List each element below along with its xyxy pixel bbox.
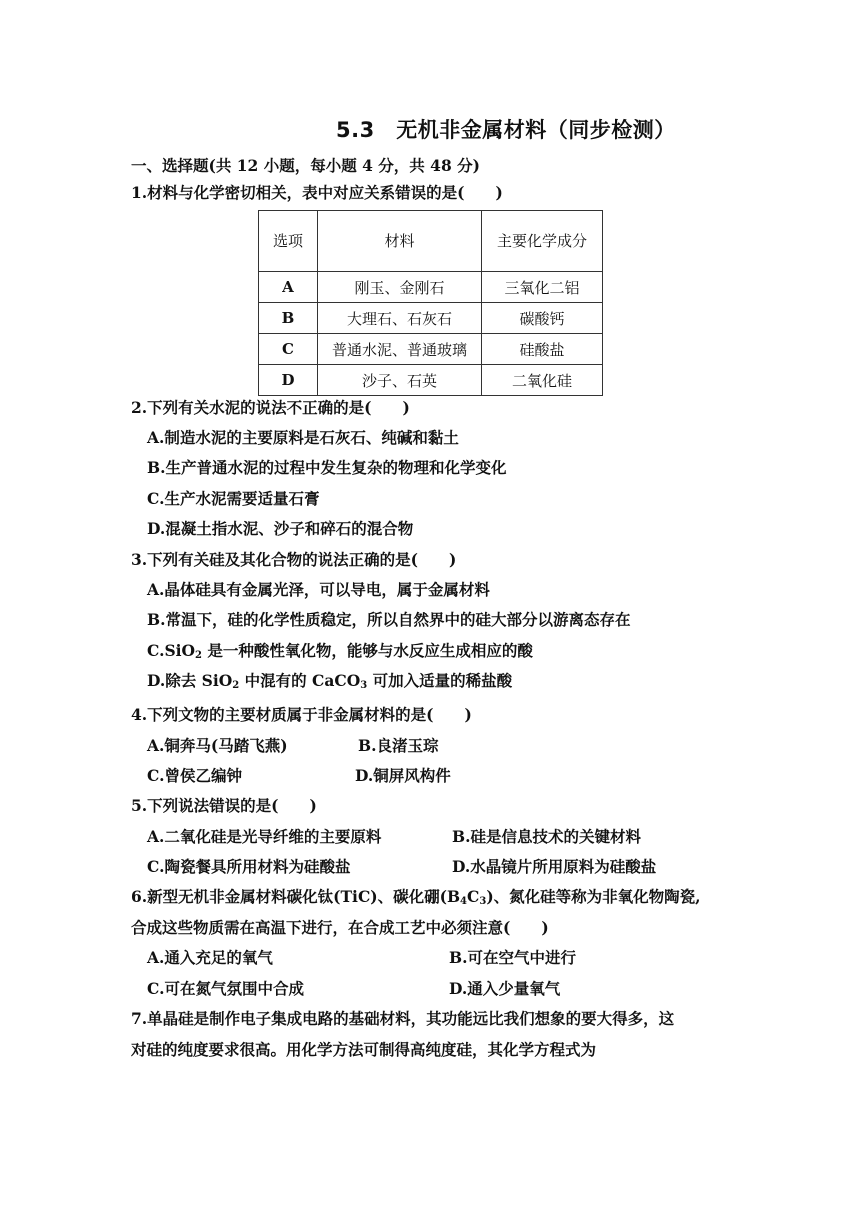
table-cell: 刚玉、金刚石 [318, 272, 482, 303]
question-6-stem-line-2: 合成这些物质需在高温下进行，在合成工艺中必须注意( ) [131, 918, 549, 937]
question-4-option-d: D.铜屏风构件 [355, 766, 451, 785]
table-header-cell: 材料 [318, 211, 482, 272]
question-6-option-a: A.通入充足的氧气 [147, 948, 273, 967]
table-cell: 硅酸盐 [482, 334, 603, 365]
table-cell: 碳酸钙 [482, 303, 603, 334]
question-3-option-b: B.常温下，硅的化学性质稳定，所以自然界中的硅大部分以游离态存在 [147, 610, 631, 629]
question-2-option-d: D.混凝土指水泥、沙子和碎石的混合物 [147, 519, 414, 538]
table-header-cell: 选项 [259, 211, 318, 272]
question-2-stem: 2.下列有关水泥的说法不正确的是( ) [131, 398, 410, 417]
question-5-option-a: A.二氧化硅是光导纤维的主要原料 [147, 827, 382, 846]
table-cell: D [259, 365, 318, 396]
table-cell: 沙子、石英 [318, 365, 482, 396]
question-5-option-b: B.硅是信息技术的关键材料 [452, 827, 641, 846]
question-6-stem-line-1: 6.新型无机非金属材料碳化钛(TiC)、碳化硼$(B_4C_3)$、氮化硅等称为非氧化物陶瓷, [131, 887, 701, 907]
table-cell: 普通水泥、普通玻璃 [318, 334, 482, 365]
table-header-cell: 主要化学成分 [482, 211, 603, 272]
table-cell: 三氧化二铝 [482, 272, 603, 303]
question-4-stem: 4.下列文物的主要材质属于非金属材料的是( ) [131, 705, 472, 724]
section-heading: 一、选择题(共 12 小题，每小题 4 分，共 48 分) [131, 156, 480, 175]
table-header-row [259, 211, 603, 272]
question-2-option-b: B.生产普通水泥的过程中发生复杂的物理和化学变化 [147, 458, 507, 477]
question-4-option-a: A.铜奔马(马踏飞燕) [147, 736, 288, 755]
question-2-option-c: C.生产水泥需要适量石膏 [147, 489, 320, 508]
table-cell: A [259, 272, 318, 303]
question-6-option-c: C.可在氮气氛围中合成 [147, 979, 304, 998]
question-7-stem-line-2: 对硅的纯度要求很高。用化学方法可制得高纯度硅，其化学方程式为 [131, 1040, 597, 1059]
table-row [259, 365, 603, 396]
question-3-stem: 3.下列有关硅及其化合物的说法正确的是( ) [131, 550, 457, 569]
table-row [259, 303, 603, 334]
question-3-option-d: D.除去 SiO$_2$ 中混有的 CaCO$_3$ 可加入适量的稀盐酸 [147, 671, 513, 691]
question-5-option-c: C.陶瓷餐具所用材料为硅酸盐 [147, 857, 351, 876]
question-6-option-d: D.通入少量氧气 [449, 979, 561, 998]
question-7-stem-line-1: 7.单晶硅是制作电子集成电路的基础材料，其功能远比我们想象的要大得多，这 [131, 1009, 675, 1028]
table-cell: 二氧化硅 [482, 365, 603, 396]
materials-table [258, 210, 603, 396]
table-cell: B [259, 303, 318, 334]
page-title: 5.3 无机非金属材料（同步检测） [336, 118, 676, 142]
table-cell: 大理石、石灰石 [318, 303, 482, 334]
question-5-option-d: D.水晶镜片所用原料为硅酸盐 [452, 857, 657, 876]
question-4-option-b: B.良渚玉琮 [358, 736, 439, 755]
question-5-stem: 5.下列说法错误的是( ) [131, 796, 317, 815]
question-1-stem: 1.材料与化学密切相关，表中对应关系错误的是( ) [131, 183, 503, 202]
table-row [259, 334, 603, 365]
question-3-option-c: C.SiO$_2$ 是一种酸性氧化物，能够与水反应生成相应的酸 [147, 641, 533, 661]
table-row [259, 272, 603, 303]
table-cell: C [259, 334, 318, 365]
question-3-option-a: A.晶体硅具有金属光泽，可以导电，属于金属材料 [147, 580, 490, 599]
question-6-option-b: B.可在空气中进行 [449, 948, 576, 967]
question-2-option-a: A.制造水泥的主要原料是石灰石、纯碱和黏土 [147, 428, 459, 447]
question-4-option-c: C.曾侯乙编钟 [147, 766, 242, 785]
